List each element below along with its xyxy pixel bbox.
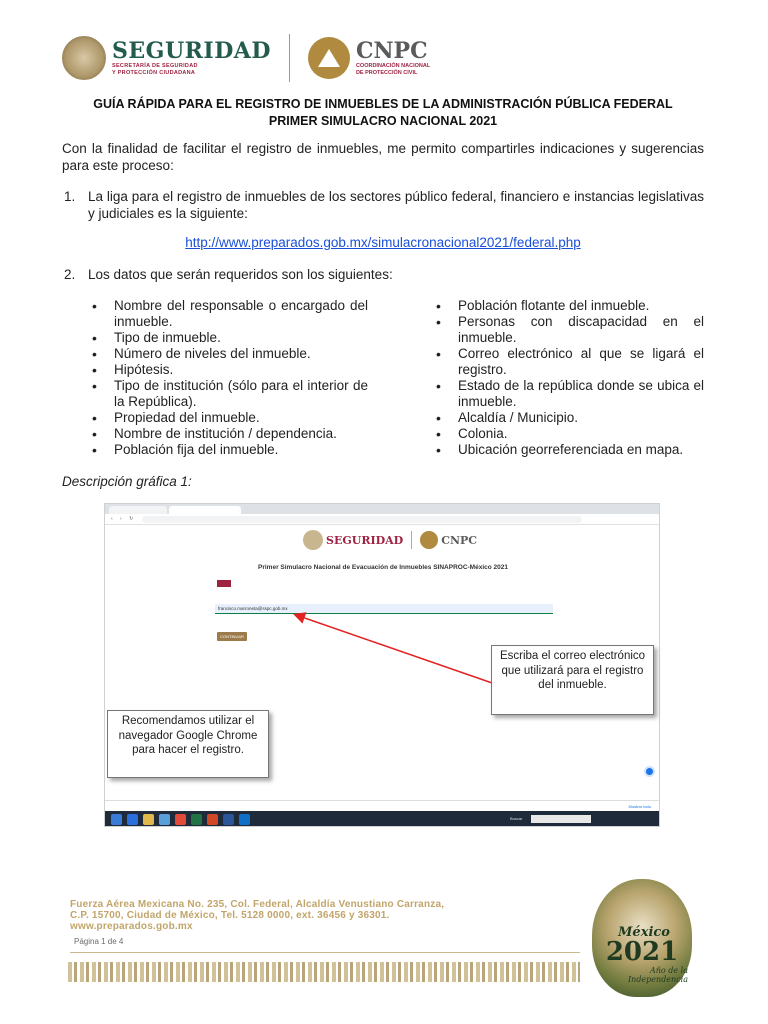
required-data-list-left xyxy=(88,298,368,458)
seguridad-subtitle-1: SECRETARÍA DE SEGURIDAD xyxy=(112,63,198,69)
list-item: • Tipo de institución (sólo para el interior de la República). xyxy=(88,378,368,410)
screenshot-logo-divider xyxy=(411,531,412,549)
document-title-line2: PRIMER SIMULACRO NACIONAL 2021 xyxy=(268,114,498,128)
folder-icon[interactable] xyxy=(143,814,154,825)
registration-link[interactable]: http://www.preparados.gob.mx/simulacronacional2021/federal.php xyxy=(185,235,581,250)
item2-number: 2. xyxy=(64,267,76,282)
list-item: • Personas con discapacidad en el inmueble. xyxy=(432,314,704,346)
download-bar xyxy=(105,800,660,811)
powerpoint-icon[interactable] xyxy=(207,814,218,825)
screenshot-heading: Primer Simulacro Nacional de Evacuación de Inmuebles SINAPROC-México 2021 xyxy=(258,564,508,571)
show-all-downloads-link[interactable]: Mostrar todo xyxy=(628,804,651,809)
list-item: • Nombre de institución / dependencia. xyxy=(88,426,368,442)
ie-icon[interactable] xyxy=(127,814,138,825)
browser-tab xyxy=(169,506,241,514)
cnpc-subtitle-2: DE PROTECCIÓN CIVIL xyxy=(355,70,418,76)
cnpc-subtitle-1: COORDINACIÓN NACIONAL xyxy=(355,63,431,69)
screenshot-flag-icon xyxy=(217,580,231,587)
email-input[interactable]: francisco.marroneta@sspc.gob.mx xyxy=(215,604,553,614)
cnpc-title: CNPC xyxy=(355,38,428,64)
browser-tab-strip xyxy=(105,504,659,514)
footer-decorative-pattern xyxy=(68,962,580,982)
national-seal-icon xyxy=(62,36,106,80)
cnpc-brand xyxy=(356,39,430,77)
list-item: • Propiedad del inmueble. xyxy=(88,410,368,426)
item1-text: La liga para el registro de inmuebles de los sectores público federal, financiero e instancias legislativas y judiciales es la siguiente: xyxy=(88,189,704,221)
list-item: • Población fija del inmueble. xyxy=(88,442,368,458)
list-item: • Hipótesis. xyxy=(88,362,368,378)
anniversary-text: México xyxy=(618,925,670,940)
document-title xyxy=(62,96,704,130)
browser-recommendation-note: Recomendamos utilizar el navegador Google Chrome para hacer el registro. xyxy=(107,710,269,778)
figure-caption: Descripción gráfica 1: xyxy=(62,474,192,489)
required-data-list-right xyxy=(432,298,704,458)
browser-url-field xyxy=(142,516,582,523)
footer-address-line2: C.P. 15700, Ciudad de México, Tel. 5128 0000, ext. 36456 y 36301. xyxy=(70,910,390,921)
list-item: • Población flotante del inmueble. xyxy=(432,298,704,314)
screenshot-brand-cnpc: CNPC xyxy=(441,533,478,547)
cnpc-logo-icon xyxy=(420,531,438,549)
list-item: • Correo electrónico al que se ligará el registro. xyxy=(432,346,704,378)
footer-website[interactable]: www.preparados.gob.mx xyxy=(70,921,193,932)
app-icon[interactable] xyxy=(159,814,170,825)
page-number: Página 1 de 4 xyxy=(74,937,124,946)
list-item: • Número de niveles del inmueble. xyxy=(88,346,368,362)
item1-number: 1. xyxy=(64,189,76,204)
list-item: • Ubicación georreferenciada en mapa. xyxy=(432,442,704,458)
list-item: • Tipo de inmueble. xyxy=(88,330,368,346)
seguridad-title: SEGURIDAD xyxy=(112,38,271,64)
word-icon[interactable] xyxy=(223,814,234,825)
seal-icon xyxy=(303,530,323,550)
list-item: • Colonia. xyxy=(432,426,704,442)
item2-text: Los datos que serán requeridos son los siguientes: xyxy=(88,267,393,282)
header-divider xyxy=(289,34,290,82)
browser-tab xyxy=(109,506,167,514)
list-item: • Estado de la república donde se ubica el inmueble. xyxy=(432,378,704,410)
anniversary-year: 2021 xyxy=(605,937,679,967)
continue-button[interactable]: CONTINUAR xyxy=(217,632,247,641)
footer-address xyxy=(70,899,490,932)
browser-address-bar xyxy=(105,514,659,525)
list-item: • Nombre del responsable o encargado del inmueble. xyxy=(88,298,368,330)
seguridad-subtitle-2: Y PROTECCIÓN CIUDADANA xyxy=(112,70,196,76)
start-icon[interactable] xyxy=(111,814,122,825)
taskbar-search-input[interactable] xyxy=(531,815,591,823)
screenshot-brand-seguridad: SEGURIDAD xyxy=(326,533,404,547)
windows-taskbar xyxy=(105,811,660,827)
page-header xyxy=(62,30,462,86)
outlook-icon[interactable] xyxy=(239,814,250,825)
taskbar-search-label: Buscar xyxy=(510,816,523,821)
chat-bubble-icon[interactable] xyxy=(644,766,655,777)
intro-paragraph: Con la finalidad de facilitar el registro de inmuebles, me permito compartirles indicaciones y sugerencias para este proceso: xyxy=(62,141,704,173)
excel-icon[interactable] xyxy=(191,814,202,825)
chrome-icon[interactable] xyxy=(175,814,186,825)
email-instruction-note: Escriba el correo electrónico que utilizará para el registro del inmueble. xyxy=(491,645,654,715)
list-item: • Alcaldía / Municipio. xyxy=(432,410,704,426)
seguridad-brand xyxy=(112,39,271,77)
browser-nav-icons: ‹ › ↻ xyxy=(111,516,137,522)
cnpc-logo-icon xyxy=(308,37,350,79)
screenshot-logos xyxy=(303,530,477,550)
footer-divider xyxy=(70,952,580,953)
footer-address-line1: Fuerza Aérea Mexicana No. 235, Col. Federal, Alcaldía Venustiano Carranza, xyxy=(70,899,445,910)
document-title-line1: GUÍA RÁPIDA PARA EL REGISTRO DE INMUEBLES DE LA ADMINISTRACIÓN PÚBLICA FEDERAL xyxy=(93,97,673,111)
anniversary-subtext: Año de la Independencia xyxy=(628,966,688,984)
